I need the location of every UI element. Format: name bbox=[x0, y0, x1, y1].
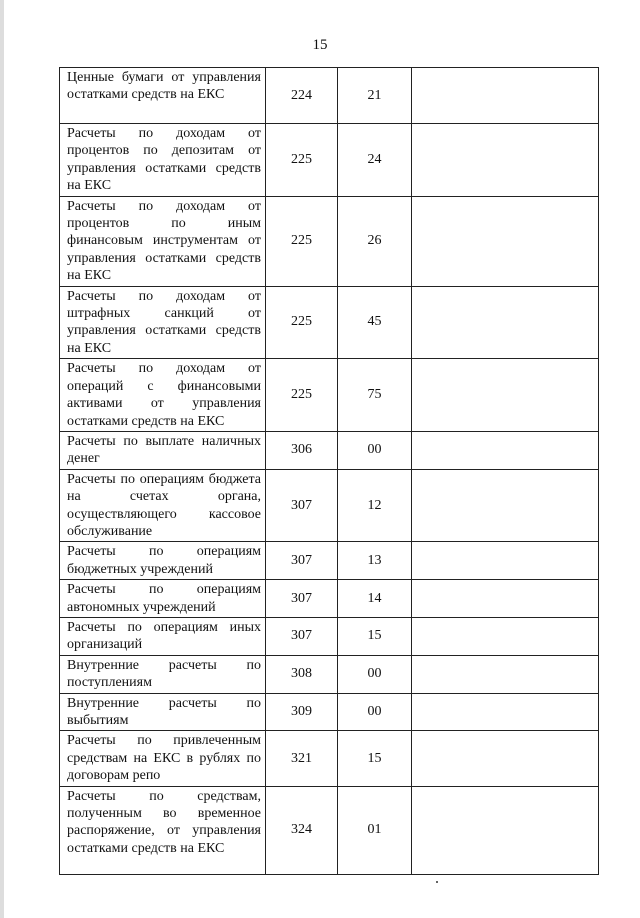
row-note bbox=[412, 469, 599, 542]
row-note bbox=[412, 359, 599, 432]
row-analytic-code: 00 bbox=[338, 431, 412, 469]
row-kosgu-code: 307 bbox=[266, 469, 338, 542]
table-row bbox=[60, 68, 599, 124]
row-kosgu-code: 306 bbox=[266, 431, 338, 469]
row-description: Расчеты по операциям иных организаций bbox=[60, 617, 266, 655]
row-kosgu-code: 309 bbox=[266, 693, 338, 731]
row-description: Расчеты по средствам, полученным во временное распоряжение, от управления остатками средств на ЕКС bbox=[60, 786, 266, 874]
scan-edge bbox=[0, 0, 4, 918]
table-row bbox=[60, 542, 599, 580]
row-description: Расчеты по привлеченным средствам на ЕКС в рублях по договорам репо bbox=[60, 731, 266, 786]
row-note bbox=[412, 124, 599, 197]
row-note bbox=[412, 431, 599, 469]
row-analytic-code: 15 bbox=[338, 617, 412, 655]
row-description: Расчеты по выплате наличных денег bbox=[60, 431, 266, 469]
row-description: Ценные бумаги от управления остатками средств на ЕКС bbox=[60, 68, 266, 124]
row-description: Расчеты по доходам от штрафных санкций от управления остатками средств на ЕКС bbox=[60, 286, 266, 359]
row-analytic-code: 01 bbox=[338, 786, 412, 874]
row-analytic-code: 21 bbox=[338, 68, 412, 124]
row-kosgu-code: 307 bbox=[266, 580, 338, 618]
row-kosgu-code: 225 bbox=[266, 286, 338, 359]
table-row bbox=[60, 693, 599, 731]
table-row bbox=[60, 731, 599, 786]
table-row bbox=[60, 469, 599, 542]
row-analytic-code: 75 bbox=[338, 359, 412, 432]
row-description: Внутренние расчеты по выбытиям bbox=[60, 693, 266, 731]
row-kosgu-code: 324 bbox=[266, 786, 338, 874]
row-kosgu-code: 225 bbox=[266, 124, 338, 197]
row-description: Расчеты по операциям автономных учреждений bbox=[60, 580, 266, 618]
table-row bbox=[60, 431, 599, 469]
row-analytic-code: 13 bbox=[338, 542, 412, 580]
row-analytic-code: 15 bbox=[338, 731, 412, 786]
table-row bbox=[60, 580, 599, 618]
row-note bbox=[412, 693, 599, 731]
row-analytic-code: 45 bbox=[338, 286, 412, 359]
row-note bbox=[412, 580, 599, 618]
table-row bbox=[60, 196, 599, 286]
table-row bbox=[60, 359, 599, 432]
table-row bbox=[60, 286, 599, 359]
row-description: Расчеты по доходам от операций с финансовыми активами от управления остатками средств на ЕКС bbox=[60, 359, 266, 432]
accounts-table-body bbox=[60, 68, 599, 875]
row-kosgu-code: 321 bbox=[266, 731, 338, 786]
row-note bbox=[412, 786, 599, 874]
row-kosgu-code: 224 bbox=[266, 68, 338, 124]
row-analytic-code: 00 bbox=[338, 655, 412, 693]
row-analytic-code: 00 bbox=[338, 693, 412, 731]
row-analytic-code: 26 bbox=[338, 196, 412, 286]
table-row bbox=[60, 617, 599, 655]
row-kosgu-code: 225 bbox=[266, 196, 338, 286]
row-kosgu-code: 307 bbox=[266, 542, 338, 580]
row-description: Расчеты по доходам от процентов по иным финансовым инструментам от управления остатками средств на ЕКС bbox=[60, 196, 266, 286]
row-description: Расчеты по операциям бюджета на счетах органа, осуществляющего кассовое обслуживание bbox=[60, 469, 266, 542]
accounts-table bbox=[59, 67, 599, 875]
row-note bbox=[412, 617, 599, 655]
row-kosgu-code: 308 bbox=[266, 655, 338, 693]
row-note bbox=[412, 542, 599, 580]
row-note bbox=[412, 655, 599, 693]
row-analytic-code: 14 bbox=[338, 580, 412, 618]
row-description: Внутренние расчеты по поступлениям bbox=[60, 655, 266, 693]
row-note bbox=[412, 68, 599, 124]
row-description: Расчеты по операциям бюджетных учреждений bbox=[60, 542, 266, 580]
table-row bbox=[60, 124, 599, 197]
row-kosgu-code: 225 bbox=[266, 359, 338, 432]
row-kosgu-code: 307 bbox=[266, 617, 338, 655]
table-row bbox=[60, 655, 599, 693]
row-note bbox=[412, 731, 599, 786]
scan-speck bbox=[436, 881, 438, 883]
row-description: Расчеты по доходам от процентов по депозитам от управления остатками средств на ЕКС bbox=[60, 124, 266, 197]
row-note bbox=[412, 286, 599, 359]
row-analytic-code: 12 bbox=[338, 469, 412, 542]
page-number: 15 bbox=[312, 37, 328, 53]
row-analytic-code: 24 bbox=[338, 124, 412, 197]
table-row bbox=[60, 786, 599, 874]
row-note bbox=[412, 196, 599, 286]
